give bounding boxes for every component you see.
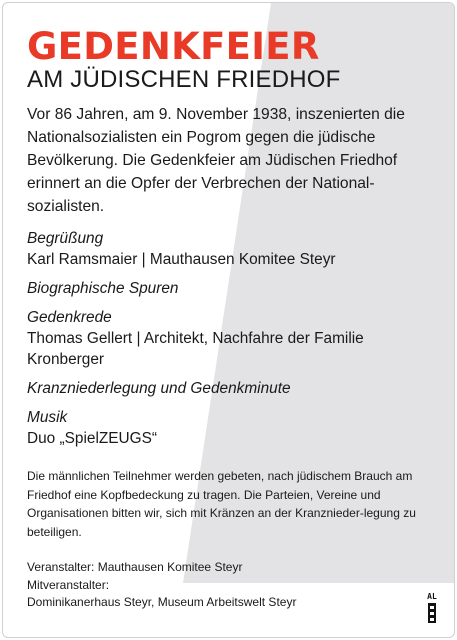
program-item-biography: [27, 278, 437, 299]
page-title: GEDENKFEIER: [27, 25, 320, 68]
program-label: Kranzniederlegung und Gedenkminute: [27, 380, 291, 397]
organizer-line: Veranstalter: Mauthausen Komitee Steyr: [27, 560, 243, 574]
co-organizer-line: Dominikanerhaus Steyr, Museum Arbeitswelt Steyr: [27, 595, 297, 609]
program-item-wreath: [27, 378, 437, 399]
program-item-music: [27, 407, 437, 449]
program-value: Thomas Gellert | Architekt, Nachfahre der Familie Kronberger: [27, 330, 364, 368]
co-organizer-heading: Mitveranstalter:: [27, 577, 110, 592]
logo-text: AL: [427, 592, 437, 601]
program-label: Biographische Spuren: [27, 280, 179, 297]
organizers: [27, 559, 437, 612]
program-label: Gedenkrede: [27, 309, 112, 326]
program-item-speech: [27, 307, 437, 370]
program-value: Karl Ramsmaier | Mauthausen Komitee Steyr: [27, 251, 336, 268]
program-label: Begrüßung: [27, 230, 104, 247]
attendance-note: Die männlichen Teilnehmer werden gebeten, nach jüdischem Brauch am Friedhof eine Kopfbedeckung zu tragen. Die Parteien, Vereine und Organisationen bitten wir, sich mit Kränzen an der Kranznieder-legung zu beteiligen.: [27, 469, 416, 539]
logo-mark: [425, 601, 439, 625]
intro-text: Vor 86 Jahren, am 9. November 1938, inszenierten die Nationalsozialisten ein Pogrom gegen die jüdische Bevölkerung. Die Gedenkfeier am Jüdischen Friedhof erinnert an die Opfer der Verbrechen der National-sozialisten.: [27, 106, 405, 215]
program-value: Duo „SpielZEUGS“: [27, 430, 158, 447]
flyer-content: [27, 27, 437, 612]
program-label: Musik: [27, 409, 68, 426]
page-subtitle: AM JÜDISCHEN FRIEDHOF: [27, 66, 341, 93]
museum-logo: [425, 593, 439, 627]
program-item-welcome: [27, 228, 437, 270]
flyer: [2, 2, 455, 638]
